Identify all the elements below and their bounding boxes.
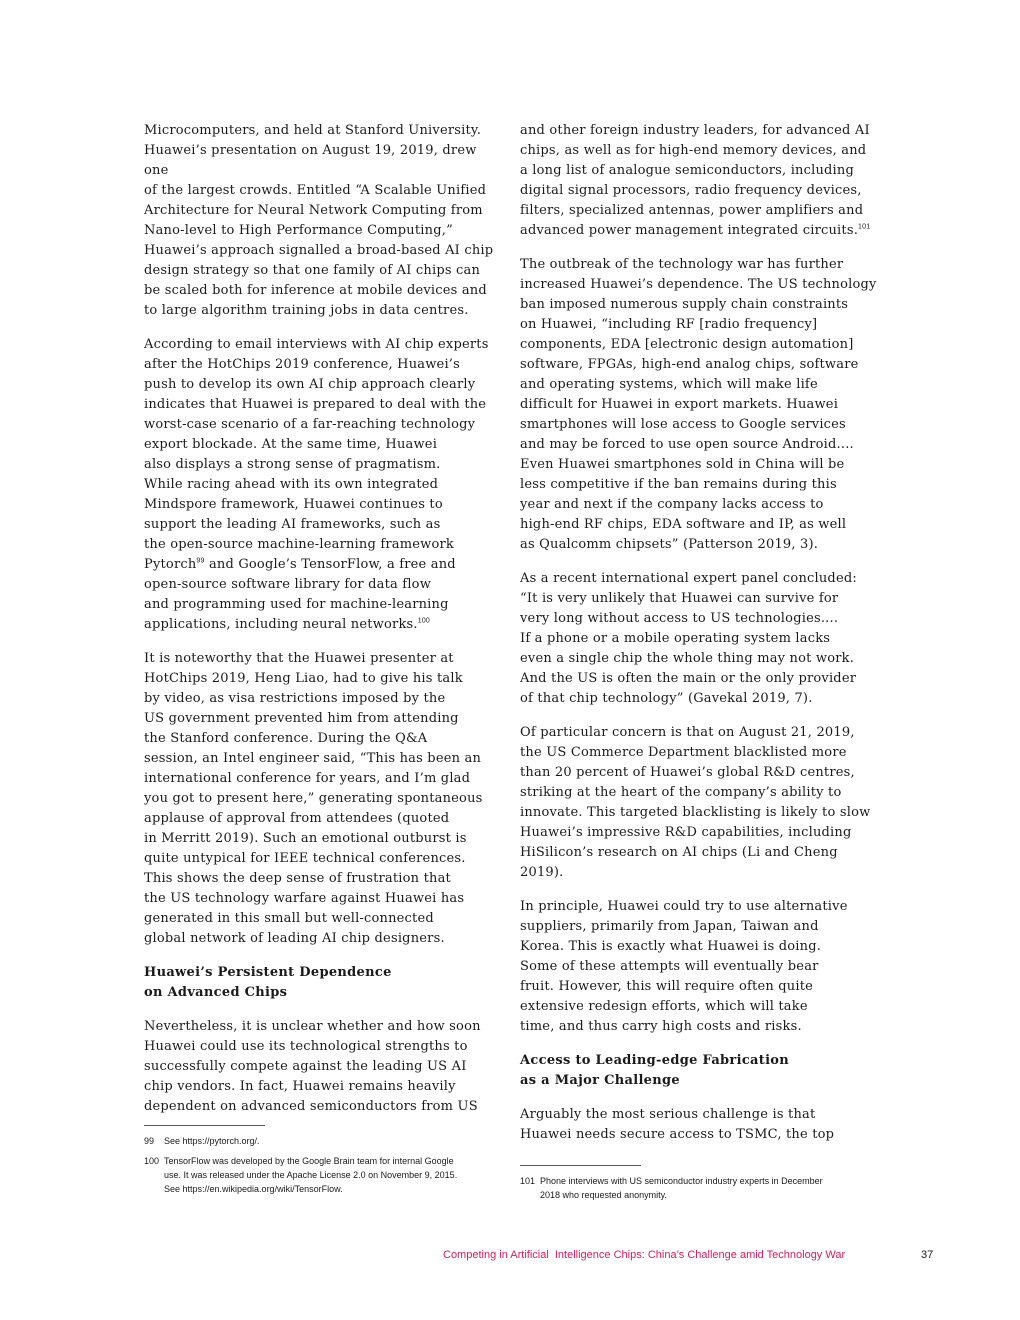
paragraph-text: As a recent international expert panel concluded: “It is very unlikely that Huawei can survive for very long without access to US technologies.... If a phone or a mobile operating system lacks even a single chip the whole thing may not work. And the US is often the main or the only provider of that chip technology” (Gavekal 2019, 7). [520, 571, 857, 706]
paragraph-text: It is noteworthy that the Huawei presenter at HotChips 2019, Heng Liao, had to give his talk by video, as visa restrictions imposed by the US government prevented him from attending the Stanford conference. During the Q&A session, an Intel engineer said, “This has been an international conference for years, and I’m glad you got to present here,” generating spontaneous applause of approval from attendees (quoted in Merritt 2019). Such an emotional outburst is quite untypical for IEEE technical conferences. This shows the deep sense of frustration that the US technology warfare against Huawei has generated in this small but well-connected global network of leading AI chip designers. [144, 651, 483, 946]
footnote-number: 99 [144, 1136, 155, 1146]
body-paragraph [144, 649, 504, 949]
section-heading: Access to Leading-edge Fabrication as a Major Challenge [520, 1053, 790, 1088]
body-paragraph [520, 569, 880, 709]
paragraph-text: According to email interviews with AI chip experts after the HotChips 2019 conference, Huawei’s push to develop its own AI chip approach clearly indicates that Huawei is prepared to deal with the worst-case scenario of a far-reaching technology export blockade. At the same time, Huawei also displays a strong sense of pragmatism. While racing ahead with its own integrated Mindspore framework, Huawei continues to support the leading AI frameworks, such as the open-source machine-learning framework Pytorch [144, 337, 489, 572]
body-paragraph [520, 723, 880, 883]
footnote-text: Phone interviews with US semiconductor industry experts in December 2018 who requested anonymity. [540, 1176, 823, 1200]
footnote-text: TensorFlow was developed by the Google Brain team for internal Google use. It was released under the Apache License 2.0 on November 9, 2015. See https://en.wikipedia.org/wiki/TensorFlow. [164, 1156, 458, 1194]
footnote-divider [144, 1125, 265, 1126]
right-column [520, 121, 880, 1159]
paragraph-text: Nevertheless, it is unclear whether and how soon Huawei could use its technological strengths to successfully compete against the leading US AI chip vendors. In fact, Huawei remains heavily dependent on advanced semiconductors from US [144, 1019, 481, 1114]
paragraph-text: In principle, Huawei could try to use alternative suppliers, primarily from Japan, Taiwan and Korea. This is exactly what Huawei is doing. Some of these attempts will eventually bear fruit. However, this will require often quite extensive redesign efforts, which will take time, and thus carry high costs and risks. [520, 899, 848, 1034]
body-paragraph [520, 1105, 880, 1145]
paragraph-text: and other foreign industry leaders, for advanced AI chips, as well as for high-end memory devices, and a long list of analogue semiconductors, including digital signal processors, radio frequency devices, filters, specialized antennas, power amplifiers and advanced power management integrated circuits. [520, 123, 870, 238]
body-paragraph [144, 335, 504, 635]
footnote [520, 1174, 865, 1202]
footnote [144, 1134, 504, 1148]
body-paragraph [144, 121, 504, 321]
body-paragraph [520, 255, 880, 555]
footnotes-left [144, 1134, 504, 1202]
page-number: 37 [921, 1249, 934, 1261]
paragraph-text: Of particular concern is that on August 21, 2019, the US Commerce Department blacklisted more than 20 percent of Huawei’s global R&D centres, striking at the heart of the company’s ability to innovate. This targeted blacklisting is likely to slow Huawei’s impressive R&D capabilities, including HiSilicon’s research on AI chips (Li and Cheng 2019). [520, 725, 871, 880]
footnote [144, 1154, 504, 1196]
body-paragraph [520, 121, 880, 241]
footnotes-right [520, 1174, 865, 1208]
footnote-text: See https://pytorch.org/. [164, 1136, 260, 1146]
footnote-ref-99[interactable]: 99 [196, 557, 205, 565]
paragraph-text: Arguably the most serious challenge is that Huawei needs secure access to TSMC, the top [520, 1107, 835, 1142]
body-paragraph [144, 1017, 504, 1117]
section-heading: Huawei’s Persistent Dependence on Advanced Chips [144, 965, 392, 1000]
footnote-number: 101 [520, 1176, 536, 1186]
left-column [144, 121, 504, 1131]
running-footer-title: Competing in Artificial Intelligence Chips: China’s Challenge amid Technology War [443, 1249, 846, 1261]
footnote-ref-101[interactable]: 101 [858, 223, 871, 231]
paragraph-text: The outbreak of the technology war has further increased Huawei’s dependence. The US technology ban imposed numerous supply chain constraints on Huawei, “including RF [radio frequency] components, EDA [electronic design automation] software, FPGAs, high-end analog chips, software and operating systems, which will make life difficult for Huawei in export markets. Huawei smartphones will lose access to Google services and may be forced to use open source Android.... Even Huawei smartphones sold in China will be less competitive if the ban remains during this year and next if the company lacks access to high-end RF chips, EDA software and IP, as well as Qualcomm chipsets” (Patterson 2019, 3). [520, 257, 877, 552]
paragraph-text: Microcomputers, and held at Stanford University. Huawei’s presentation on August 19, 2019, drew one of the largest crowds. Entitled “A Scalable Unified Architecture for Neural Network Computing from Nano-level to High Performance Computing,” Huawei’s approach signalled a broad-based AI chip design strategy so that one family of AI chips can be scaled both for inference at mobile devices and to large algorithm training jobs in data centres. [144, 123, 494, 318]
footnote-number: 100 [144, 1156, 160, 1166]
paragraph-text: and Google’s TensorFlow, a free and open-source software library for data flow and programming used for machine-learning applications, including neural networks. [144, 557, 456, 632]
footnote-divider [520, 1165, 641, 1166]
body-paragraph [520, 897, 880, 1037]
footnote-ref-100[interactable]: 100 [417, 617, 431, 625]
